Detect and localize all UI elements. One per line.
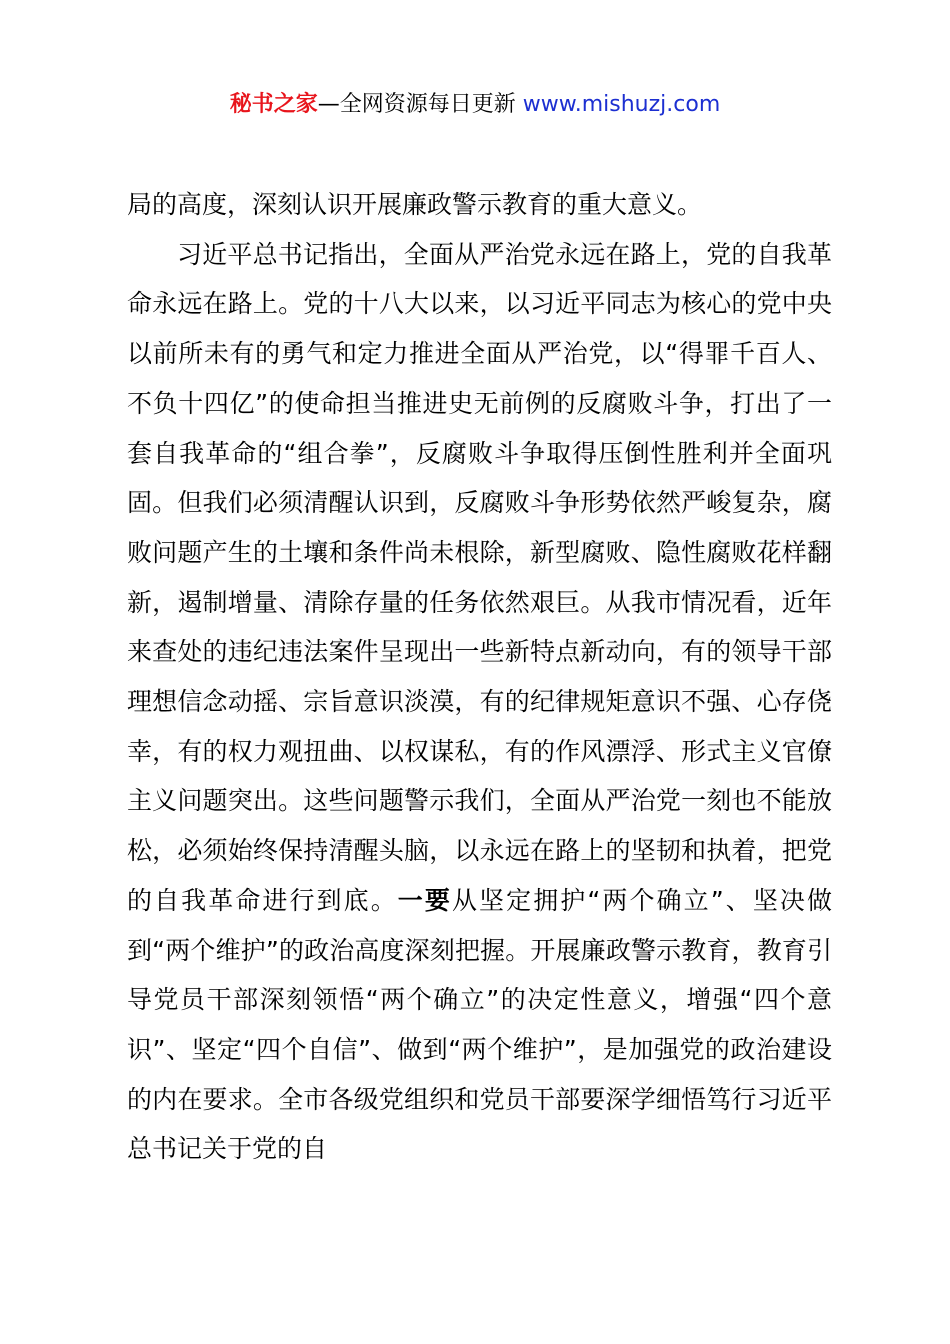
site-tagline: —全网资源每日更新 bbox=[317, 92, 523, 117]
paragraph-main-bold-marker: 一要 bbox=[397, 885, 452, 915]
paragraph-main bbox=[127, 230, 832, 1174]
site-brand: 秘书之家 bbox=[229, 92, 318, 117]
paragraph-main-text-1: 习近平总书记指出，全面从严治党永远在路上，党的自我革命永远在路上。党的十八大以来，以习近平同志为核心的党中央以前所未有的勇气和定力推进全面从严治党，以“得罪千百人、不负十四亿”的使命担当推进史无前例的反腐败斗争，打出了一套自我革命的“组合拳”，反腐败斗争取得压倒性胜利并全面巩固。但我们必须清醒认识到，反腐败斗争形势依然严峻复杂，腐败问题产生的土壤和条件尚未根除，新型腐败、隐性腐败花样翻新，遏制增量、清除存量的任务依然艰巨。从我市情况看，近年来查处的违纪违法案件呈现出一些新特点新动向，有的领导干部理想信念动摇、宗旨意识淡漠，有的纪律规矩意识不强、心存侥幸，有的权力观扭曲、以权谋私，有的作风漂浮、形式主义官僚主义问题突出。这些问题警示我们，全面从严治党一刻也不能放松，必须始终保持清醒头脑，以永远在路上的坚韧和执着，把党的自我革命进行到底。 bbox=[127, 239, 832, 915]
document-body bbox=[127, 180, 832, 1174]
paragraph-main-text-2: 从坚定拥护“两个确立”、坚决做到“两个维护”的政治高度深刻把握。开展廉政警示教育，教育引导党员干部深刻领悟“两个确立”的决定性意义，增强“四个意识”、坚定“四个自信”、做到“两个维护”，是加强党的政治建设的内在要求。全市各级党组织和党员干部要深学细悟笃行习近平总书记关于党的自 bbox=[127, 885, 832, 1164]
site-url-link[interactable]: www.mishuzj.com bbox=[522, 92, 721, 117]
paragraph-continuation: 局的高度，深刻认识开展廉政警示教育的重大意义。 bbox=[127, 190, 703, 219]
site-header bbox=[0, 88, 950, 122]
